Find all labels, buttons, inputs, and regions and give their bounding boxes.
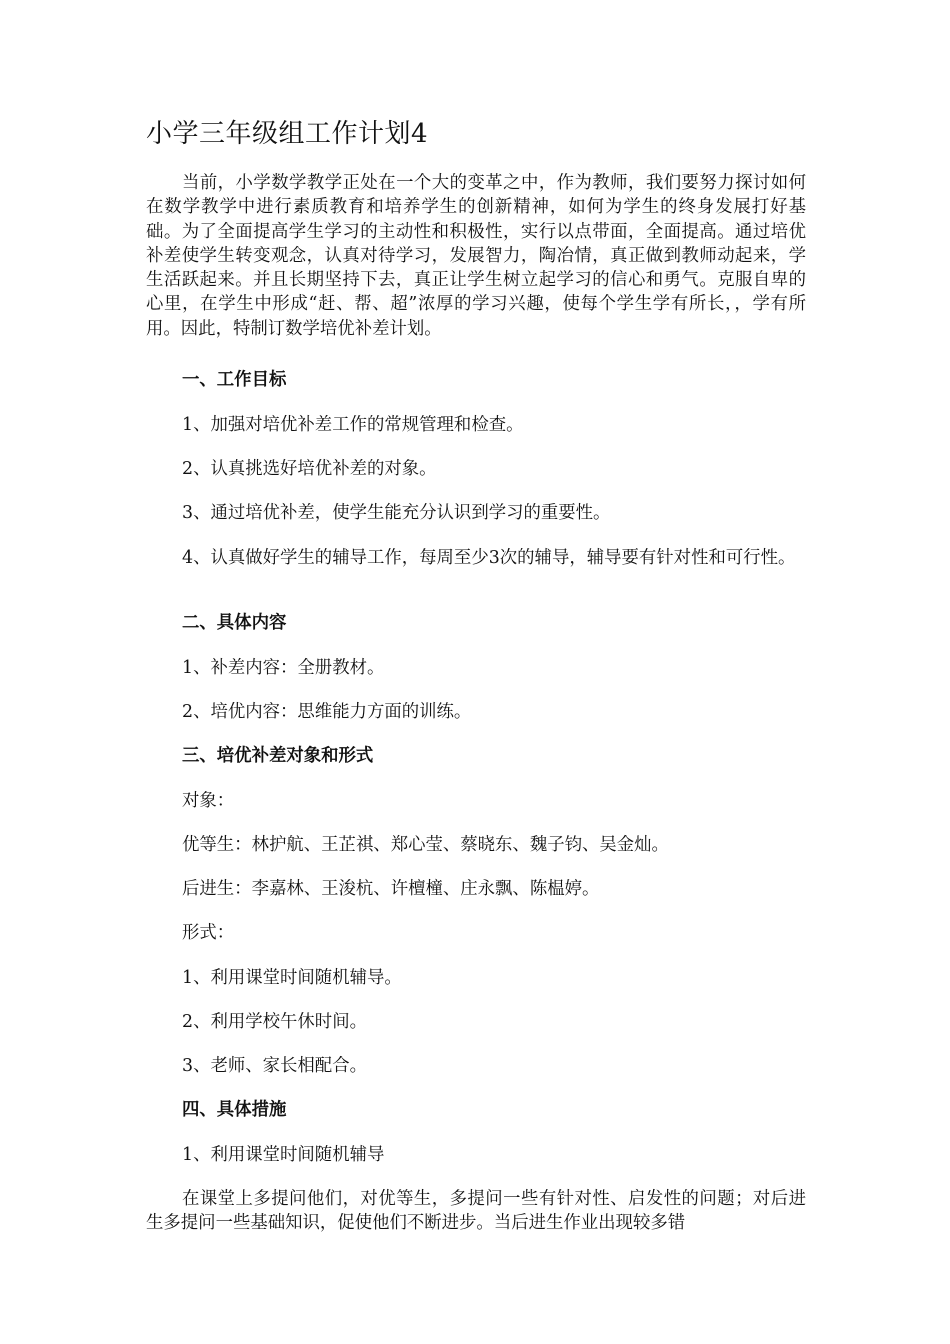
slow-students: 后进生：李嘉林、王浚杭、许檀橦、庄永飘、陈榅婷。 [182, 879, 600, 899]
section-heading-content: 二、具体内容 [182, 613, 287, 633]
measure-item-1: 1、利用课堂时间随机辅导 [182, 1145, 385, 1165]
form-item-3: 3、老师、家长相配合。 [182, 1056, 367, 1076]
content-item-1: 1、补差内容：全册教材。 [182, 658, 385, 678]
section-heading-measures: 四、具体措施 [182, 1100, 287, 1120]
forms-label: 形式： [182, 923, 235, 943]
content-item-2: 2、培优内容：思维能力方面的训练。 [182, 702, 472, 722]
goal-item-2: 2、认真挑选好培优补差的对象。 [182, 459, 437, 479]
intro-paragraph: 当前，小学数学教学正处在一个大的变革之中，作为教师，我们要努力探讨如何在数学教学中进行素质教育和培养学生的创新精神，如何为学生的终身发展打好基础。为了全面提高学生学习的主动性和积极性，实行以点带面，全面提高。通过培优补差使学生转变观念，认真对待学习，发展智力，陶冶情，真正做到教师动起来，学生活跃起来。并且长期坚持下去，真正让学生树立起学习的信心和勇气。克服自卑的心里，在学生中形成“赶、帮、超”浓厚的学习兴趣，使每个学生学有所长，，学有所用。因此，特制订数学培优补差计划。 [146, 173, 806, 339]
document-title: 小学三年级组工作计划4 [146, 119, 429, 149]
measure-paragraph-1: 在课堂上多提问他们，对优等生，多提问一些有针对性、启发性的问题；对后进生多提问一些基础知识，促使他们不断进步。当后进生作业出现较多错 [146, 1189, 806, 1234]
form-item-2: 2、利用学校午休时间。 [182, 1012, 367, 1032]
objects-label: 对象： [182, 791, 235, 811]
document-page [146, 0, 806, 1344]
section-heading-targets: 三、培优补差对象和形式 [182, 746, 374, 766]
section-heading-goals: 一、工作目标 [182, 370, 287, 390]
goal-item-3: 3、通过培优补差，使学生能充分认识到学习的重要性。 [182, 503, 611, 523]
top-students: 优等生：林护航、王芷祺、郑心莹、蔡晓东、魏子钧、吴金灿。 [182, 835, 669, 855]
form-item-1: 1、利用课堂时间随机辅导。 [182, 968, 402, 988]
goal-item-4: 4、认真做好学生的辅导工作，每周至少3次的辅导，辅导要有针对性和可行性。 [182, 548, 796, 568]
goal-item-1: 1、加强对培优补差工作的常规管理和检查。 [182, 415, 524, 435]
